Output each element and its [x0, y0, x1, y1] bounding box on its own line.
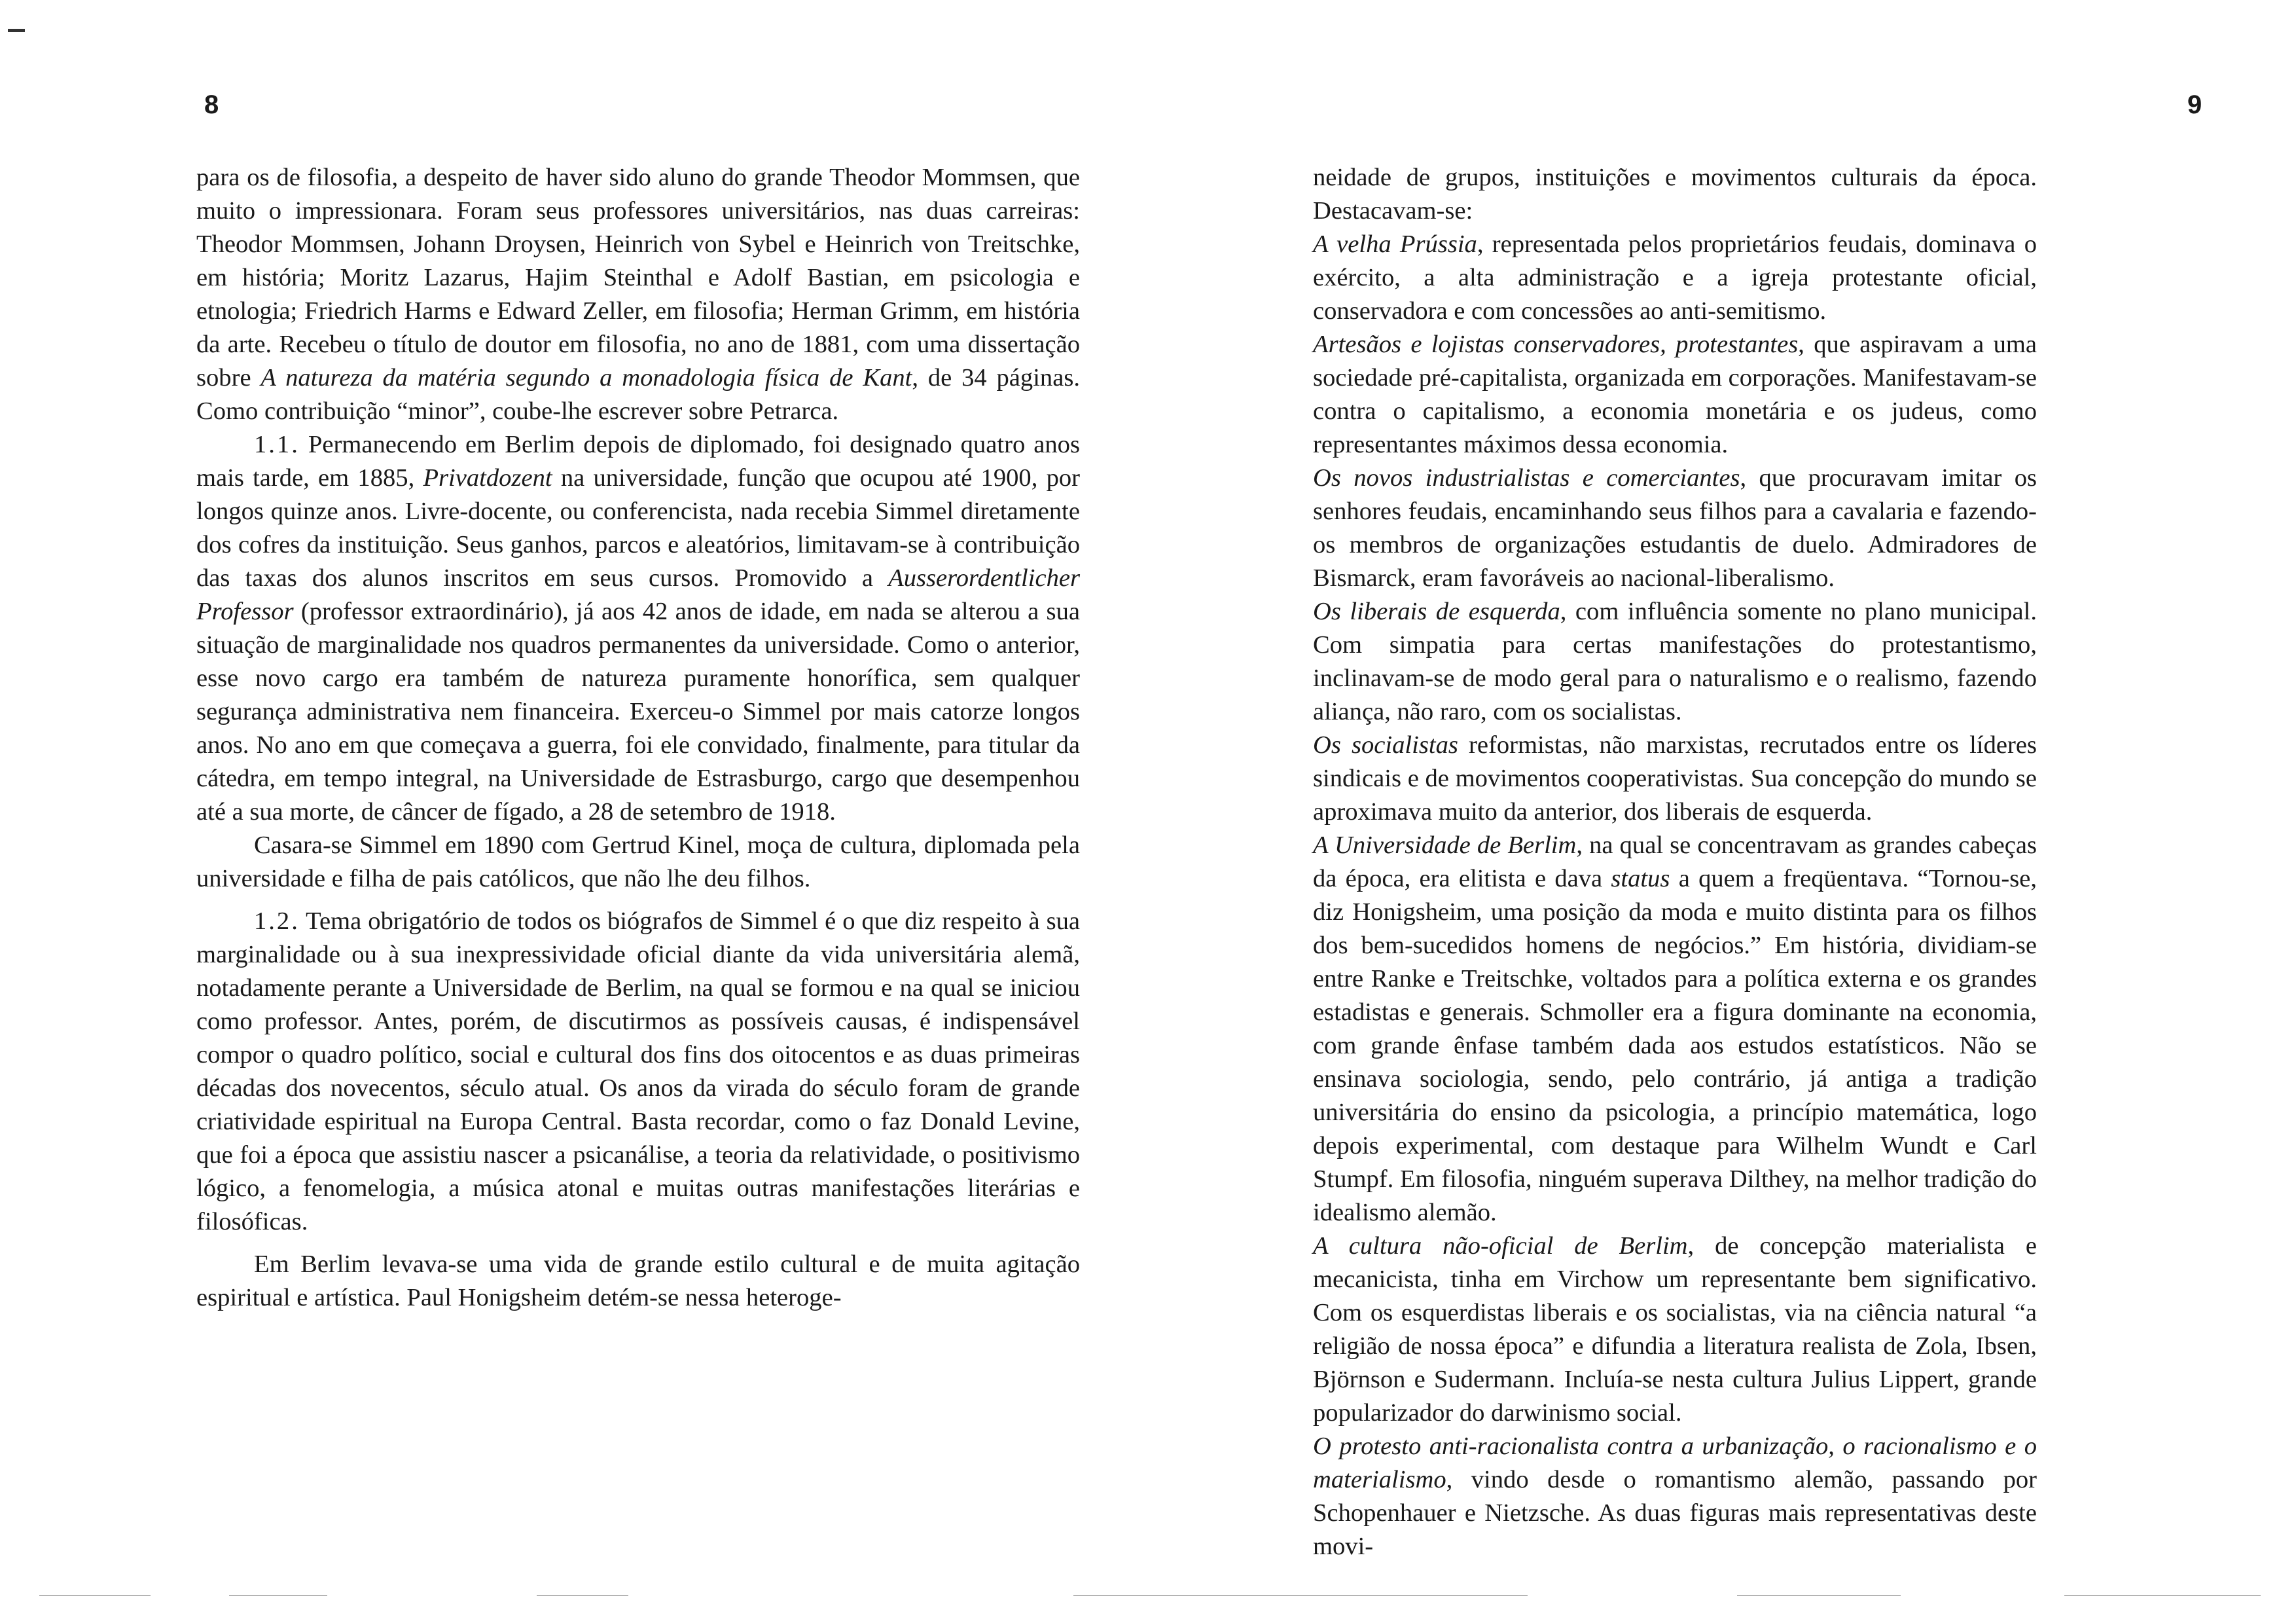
scan-rule — [39, 1595, 151, 1596]
paragraph: para os de filosofia, a despeito de haver sido aluno do grande Theodor Mommsen, que muito o impressionara. Foram seus professores universitários, nas duas carreiras: Theodor Mommsen, Johann Droysen, Heinrich von Sybel e Heinrich von Treitschke, em história; Moritz Lazarus, Hajim Steinthal e Adolf Bastian, em psicologia e etnologia; Friedrich Harms e Edward Zeller, em filosofia; Herman Grimm, em história da arte. Recebeu o título de doutor em filosofia, no ano de 1881, com uma dissertação sobre A natureza da matéria segundo a monadologia física de Kant, de 34 páginas. Como contribuição “minor”, coube-lhe escrever sobre Petrarca. — [196, 164, 1080, 425]
paragraph: neidade de grupos, instituições e movimentos culturais da época. Destacavam-se: — [1313, 164, 2037, 225]
scan-rule — [1737, 1595, 1901, 1596]
list-item: A Universidade de Berlim, na qual se concentravam as grandes cabeças da época, era elitista e dava status a quem a freqüentava. “Tornou-se, diz Honigsheim, uma posição da moda e muito distinta para os filhos dos bem-sucedidos homens de negócios.” Em história, dividiam-se entre Ranke e Treitschke, voltados para a política externa e os grandes estadistas e generais. Schmoller era a figura dominante na economia, com grande ênfase também dada aos estudos estatísticos. Não se ensinava sociologia, sendo, pelo contrário, já antiga a tradição universitária do ensino da psicologia, a princípio matemática, logo depois experimental, com destaque para Wilhelm Wundt e Carl Stumpf. Em filosofia, ninguém superava Dilthey, na melhor tradição do idealismo alemão. — [1313, 831, 2037, 1226]
right-page — [1148, 0, 2296, 1623]
scan-rule — [2064, 1595, 2261, 1596]
list-item: O protesto anti-racionalista contra a urbanização, o racionalismo e o materialismo, vindo desde o romantismo alemão, passando por Schopenhauer e Nietzsche. As duas figuras mais representativas deste movi- — [1313, 1432, 2037, 1560]
scan-rule — [537, 1595, 628, 1596]
scan-rule — [1073, 1595, 1148, 1596]
right-column — [1313, 161, 2037, 1563]
section-number: 1.2. — [254, 907, 300, 935]
paragraph-section-1-2: 1.2. Tema obrigatório de todos os biógrafos de Simmel é o que diz respeito à sua marginalidade ou à sua inexpressividade oficial diante da vida universitária alemã, notadamente perante a Universidade de Berlim, na qual se formou e na qual se iniciou como professor. Antes, porém, de discutirmos as possíveis causas, é indispensável compor o quadro político, social e cultural dos fins dos oitocentos e as duas primeiras décadas dos novecentos, século atual. Os anos da virada do século foram de grande criatividade espiritual na Europa Central. Basta recordar, como o faz Donald Levine, que foi a época que assistiu nascer a psicanálise, a teoria da relatividade, o positivismo lógico, a fenomelogia, a música atonal e muitas outras manifestações literárias e filosóficas. — [196, 907, 1080, 1235]
list-item: Os socialistas reformistas, não marxistas, recrutados entre os líderes sindicais e de movimentos cooperativistas. Sua concepção do mundo se aproximava muito da anterior, dos liberais de esquerda. — [1313, 731, 2037, 826]
list-item: A cultura não-oficial de Berlim, de concepção materialista e mecanicista, tinha em Virchow um representante bem significativo. Com os esquerdistas liberais e os socialistas, via na ciência natural “a religião de nossa época” e difundia a literatura realista de Zola, Ibsen, Björnson e Sudermann. Incluía-se nesta cultura Julius Lippert, grande popularizador do darwinismo social. — [1313, 1232, 2037, 1427]
scan-rule — [1148, 1595, 1528, 1596]
page-number-right: 9 — [2187, 90, 2202, 119]
paragraph: Em Berlim levava-se uma vida de grande estilo cultural e de muita agitação espiritual e artística. Paul Honigsheim detém-se nessa heteroge- — [196, 1250, 1080, 1311]
list-item: Os liberais de esquerda, com influência somente no plano municipal. Com simpatia para certas manifestações do protestantismo, inclinavam-se de modo geral para o naturalismo e o realismo, fazendo aliança, não raro, com os socialistas. — [1313, 598, 2037, 725]
list-item: Artesãos e lojistas conservadores, protestantes, que aspiravam a uma sociedade pré-capitalista, organizada em corporações. Manifestavam-se contra o capitalismo, a economia monetária e os judeus, como representantes máximos dessa economia. — [1313, 331, 2037, 458]
list-item: A velha Prússia, representada pelos proprietários feudais, dominava o exército, a alta administração e a igreja protestante oficial, conservadora e com concessões ao anti-semitismo. — [1313, 230, 2037, 325]
list-item: Os novos industrialistas e comerciantes, que procuravam imitar os senhores feudais, encaminhando seus filhos para a cavalaria e fazendo-os membros de organizações estudantis de duelo. Admiradores de Bismarck, eram favoráveis ao nacional-liberalismo. — [1313, 464, 2037, 592]
page-number-left: 8 — [204, 90, 219, 119]
scan-rule — [229, 1595, 327, 1596]
section-number: 1.1. — [254, 431, 300, 458]
paragraph-section-1-1: 1.1. Permanecendo em Berlim depois de diplomado, foi designado quatro anos mais tarde, em 1885, Privatdozent na universidade, função que ocupou até 1900, por longos quinze anos. Livre-docente, ou conferencista, nada recebia Simmel diretamente dos cofres da instituição. Seus ganhos, parcos e aleatórios, limitavam-se à contribuição das taxas dos alunos inscritos em seus cursos. Promovido a Ausserordentlicher Professor (professor extraordinário), já aos 42 anos de idade, em nada se alterou a sua situação de marginalidade nos quadros permanentes da universidade. Como o anterior, esse novo cargo era também de natureza puramente honorífica, sem qualquer segurança administrativa nem financeira. Exerceu-o Simmel por mais catorze longos anos. No ano em que começava a guerra, foi ele convidado, finalmente, para titular da cátedra, em tempo integral, na Universidade de Estrasburgo, cargo que desempenhou até a sua morte, de câncer de fígado, a 28 de setembro de 1918. — [196, 431, 1080, 826]
paragraph: Casara-se Simmel em 1890 com Gertrud Kinel, moça de cultura, diplomada pela universidade e filha de pais católicos, que não lhe deu filhos. — [196, 831, 1080, 892]
left-column — [196, 161, 1080, 1315]
